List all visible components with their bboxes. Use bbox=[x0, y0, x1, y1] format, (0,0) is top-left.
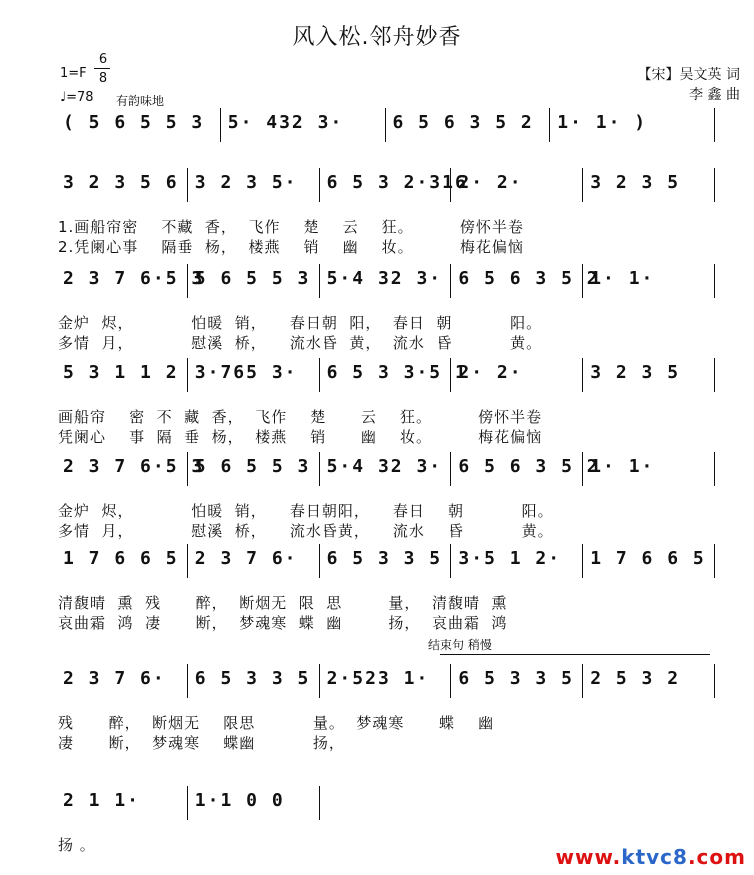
watermark-suffix: .com bbox=[687, 845, 746, 869]
measure bbox=[582, 548, 714, 574]
composer-credit: 李 鑫 曲 bbox=[689, 87, 740, 103]
expression-mark: 有韵味地 bbox=[116, 94, 165, 108]
measure bbox=[55, 112, 220, 138]
lyric-line: 清馥晴 熏 残 醉， 断烟无 限 思 量， 清馥晴 熏 bbox=[58, 594, 508, 612]
measure-notes: 5 3 1 1 2 bbox=[63, 362, 179, 383]
barline bbox=[714, 168, 715, 202]
notation-line-8 bbox=[55, 790, 714, 816]
lyric-line: 金炉 烬， 怕暖 销， 春日朝 阳， 春日 朝 阳。 bbox=[58, 314, 543, 332]
lyric-line: 金炉 烬， 怕暖 销， 春日朝阳， 春日 朝 阳。 bbox=[58, 502, 554, 520]
volta-line bbox=[440, 654, 710, 655]
measure-notes: 2 3 7 6·5 3 bbox=[63, 456, 205, 477]
measure bbox=[319, 548, 451, 574]
measure-notes: 5·4 32 3· bbox=[326, 268, 443, 289]
measure-notes: 6 5 6 3 5 2 bbox=[458, 456, 600, 477]
measure bbox=[319, 362, 468, 388]
notation-line-6 bbox=[55, 548, 714, 574]
measure bbox=[55, 172, 187, 198]
measure bbox=[55, 668, 187, 694]
lyric-line: 凭阑心 事 隔 垂 杨， 楼燕 销 幽 妆。 梅花偏恼 bbox=[58, 428, 543, 446]
measure bbox=[319, 268, 451, 294]
measure bbox=[187, 172, 319, 198]
measure-notes: ( 5 6 5 5 3 bbox=[63, 112, 205, 133]
measure-notes: 2· 2· bbox=[458, 362, 523, 383]
measure-notes: 6 5 6 3 5 2 bbox=[458, 268, 600, 289]
measure-notes: 2· 2· bbox=[458, 172, 523, 193]
lyric-line: 扬 。 bbox=[58, 836, 96, 854]
song-title: 风入松.邻舟妙香 bbox=[292, 25, 462, 50]
measure bbox=[582, 668, 714, 694]
measure bbox=[319, 456, 451, 482]
measure bbox=[582, 456, 714, 482]
measure bbox=[582, 362, 714, 388]
notation-line-7 bbox=[55, 668, 714, 694]
notation-line-4 bbox=[55, 362, 714, 388]
measure bbox=[582, 268, 714, 294]
measure-notes: 6 5 3 3 5 bbox=[458, 668, 574, 689]
meter-top: 6 bbox=[98, 52, 108, 67]
measure-notes: 6 5 3 3 5 bbox=[194, 668, 311, 689]
measure-notes: 5 6 5 5 3 bbox=[194, 456, 311, 477]
key-signature: 1=F bbox=[60, 66, 87, 81]
lyric-line: 哀曲霜 鸿 凄 断， 梦魂寒 蝶 幽 扬， 哀曲霜 鸿 bbox=[58, 614, 508, 632]
barline bbox=[714, 108, 715, 142]
lyric-line: 凄 断， 梦魂寒 蝶幽 扬， bbox=[58, 734, 345, 752]
measure-notes: 5 6 5 5 3 bbox=[194, 268, 311, 289]
barline bbox=[714, 264, 715, 298]
measure-notes: 6 5 3 3·5 1 bbox=[326, 362, 468, 383]
measure-notes: 1 7 6 6 5 bbox=[590, 548, 706, 569]
barline bbox=[714, 358, 715, 392]
measure-notes: 5· 432 3· bbox=[227, 112, 344, 133]
measure-notes: 3 2 3 5 bbox=[590, 172, 681, 193]
watermark bbox=[556, 845, 746, 869]
measure bbox=[55, 362, 187, 388]
measure bbox=[187, 668, 319, 694]
measure-notes: 3 2 3 5 6 bbox=[63, 172, 179, 193]
notation-line-5 bbox=[55, 456, 714, 482]
measure bbox=[582, 172, 714, 198]
measure-notes: 5·4 32 3· bbox=[326, 456, 443, 477]
measure bbox=[187, 362, 319, 388]
measure bbox=[55, 456, 205, 482]
measure-notes: 6 5 3 2·316 bbox=[326, 172, 468, 193]
measure-notes: 2 5 3 2 bbox=[590, 668, 681, 689]
barline bbox=[714, 452, 715, 486]
lyric-line: 多情 月， 慰溪 桥， 流水昏黄， 流水 昏 黄。 bbox=[58, 522, 554, 540]
measure-notes: 1· 1· ) bbox=[557, 112, 648, 133]
measure bbox=[220, 112, 385, 138]
measure-notes: 3·765 3· bbox=[194, 362, 298, 383]
measure-notes: 2 1 1· bbox=[63, 790, 141, 811]
measure bbox=[385, 112, 550, 138]
section-label: 结束句 稍慢 bbox=[428, 638, 492, 652]
measure-notes: 3·5 1 2· bbox=[458, 548, 562, 569]
lyric-line: 2.凭阑心事 隔垂 杨， 楼燕 销 幽 妆。 梅花偏恼 bbox=[58, 238, 524, 256]
measure-notes: 2 3 7 6· bbox=[194, 548, 298, 569]
watermark-prefix: www. bbox=[555, 845, 622, 869]
measure bbox=[187, 268, 319, 294]
measure-notes: 1·1 0 0 bbox=[194, 790, 285, 811]
notation-line-1 bbox=[55, 112, 714, 138]
notation-line-3 bbox=[55, 268, 714, 294]
measure-notes: 1· 1· bbox=[590, 268, 655, 289]
measure-notes: 2 3 7 6·5 3 bbox=[63, 268, 205, 289]
measure-notes: 1 7 6 6 5 bbox=[63, 548, 179, 569]
measure bbox=[319, 668, 451, 694]
meter-line bbox=[94, 68, 110, 69]
measure-notes: 2 3 7 6· bbox=[63, 668, 166, 689]
measure bbox=[55, 268, 205, 294]
lyric-line: 残 醉， 断烟无 限思 量。 梦魂寒 蝶 幽 bbox=[58, 714, 495, 732]
lyricist-credit: 【宋】吴文英 词 bbox=[637, 67, 740, 83]
tempo-mark: ♩=78 bbox=[60, 90, 94, 105]
measure bbox=[187, 548, 319, 574]
measure bbox=[187, 790, 319, 816]
measure bbox=[450, 172, 582, 198]
measure-notes: 3 2 3 5· bbox=[194, 172, 298, 193]
lyric-line: 画船帘 密 不 藏 香， 飞作 楚 云 狂。 傍怀半卷 bbox=[58, 408, 543, 426]
measure bbox=[187, 456, 319, 482]
measure bbox=[319, 172, 468, 198]
watermark-domain: ktvc8 bbox=[621, 845, 688, 869]
meter-bottom: 8 bbox=[98, 71, 108, 86]
notation-line-2 bbox=[55, 172, 714, 198]
measure-notes: 6 5 3 3 5 bbox=[326, 548, 443, 569]
measure bbox=[55, 790, 187, 816]
measure bbox=[450, 362, 582, 388]
measure-notes: 2·523 1· bbox=[326, 668, 430, 689]
barline bbox=[714, 544, 715, 578]
lyric-line: 多情 月， 慰溪 桥， 流水昏 黄， 流水 昏 黄。 bbox=[58, 334, 543, 352]
lyric-line: 1.画船帘密 不藏 香， 飞作 楚 云 狂。 傍怀半卷 bbox=[58, 218, 524, 236]
measure bbox=[450, 668, 582, 694]
measure bbox=[549, 112, 714, 138]
measure-notes: 1· 1· bbox=[590, 456, 655, 477]
measure bbox=[450, 456, 600, 482]
measure bbox=[450, 548, 582, 574]
measure bbox=[55, 548, 187, 574]
measure bbox=[450, 268, 600, 294]
measure-notes: 6 5 6 3 5 2 bbox=[392, 112, 534, 133]
barline bbox=[714, 664, 715, 698]
measure-notes: 3 2 3 5 bbox=[590, 362, 681, 383]
